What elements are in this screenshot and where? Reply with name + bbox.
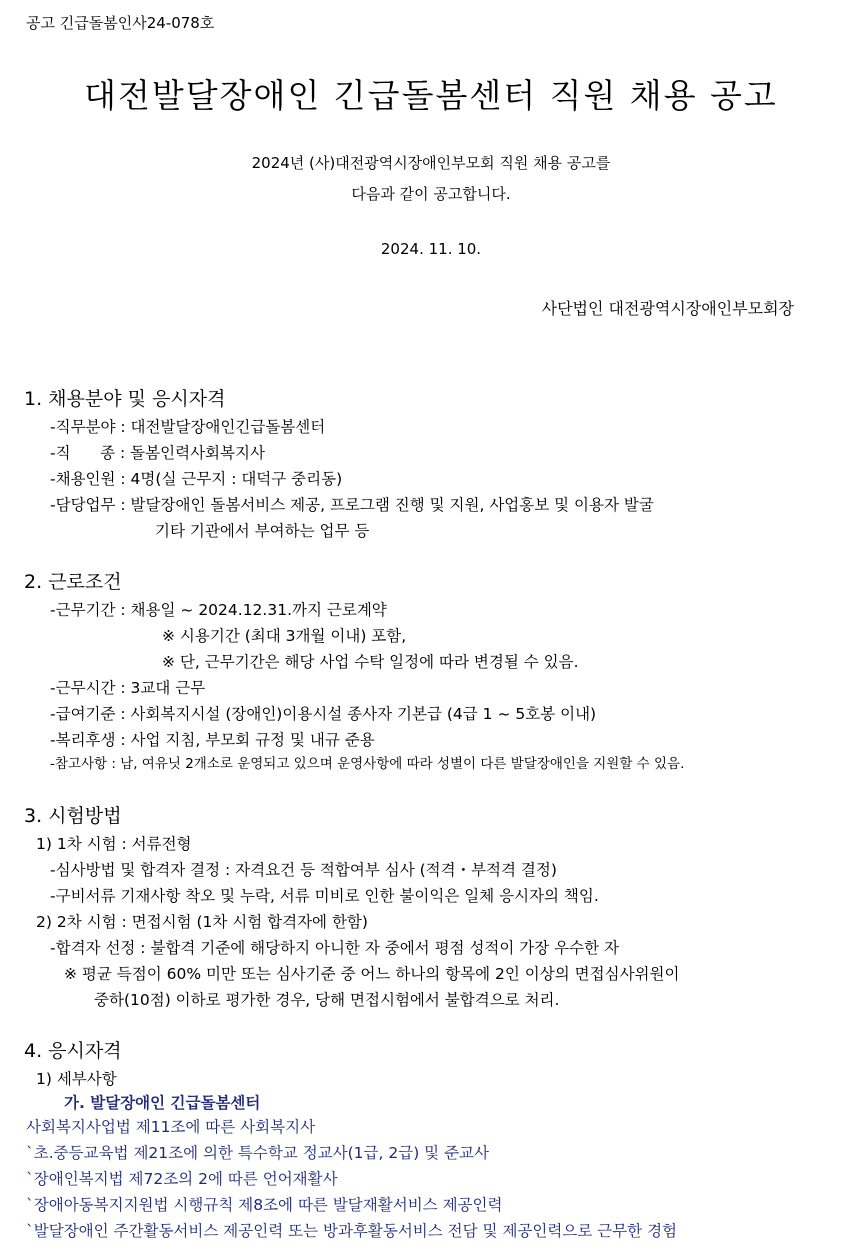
s4-qualification-5: `발달장애인 주간활동서비스 제공인력 또는 방과후활동서비스 전담 및 제공인력으로 근무한 경험	[26, 1222, 678, 1240]
s3-review-method: -심사방법 및 합격자 결정 : 자격요건 등 적합여부 심사 (적격・부적격 결정)	[50, 861, 557, 879]
intro-line-2: 다음과 같이 공고합니다.	[351, 185, 511, 203]
page-title: 대전발달장애인 긴급돌봄센터 직원 채용 공고	[84, 76, 778, 115]
s4-qualification-4: `장애아동복지지원법 시행규칙 제8조에 따른 발달재활서비스 제공인력	[26, 1196, 503, 1214]
section-3-heading: 3. 시험방법	[24, 805, 122, 827]
section-2-heading: 2. 근로조건	[24, 571, 122, 593]
s2-salary: -급여기준 : 사회복지시설 (장애인)이용시설 종사자 기본급 (4급 1 ~ 5호봉 이내)	[50, 705, 597, 723]
section-1-heading: 1. 채용분야 및 응시자격	[24, 388, 226, 410]
s4-qualification-3: `장애인복지법 제72조의 2에 따른 언어재활사	[26, 1170, 338, 1188]
s2-contract-period: -근무기간 : 채용일 ~ 2024.12.31.까지 근로계약	[50, 601, 387, 619]
s1-headcount: -채용인원 : 4명(실 근무지 : 대덕구 중리동)	[50, 470, 343, 488]
s3-first-exam: 1) 1차 시험 : 서류전형	[36, 835, 192, 853]
s1-duties: -담당업무 : 발달장애인 돌봄서비스 제공, 프로그램 진행 및 지원, 사업홍보 및 이용자 발굴	[50, 496, 654, 514]
section-4-heading: 4. 응시자격	[24, 1040, 122, 1062]
intro-line-1: 2024년 (사)대전광역시장애인부모회 직원 채용 공고를	[251, 154, 611, 172]
s1-duties-cont: 기타 기관에서 부여하는 업무 등	[155, 522, 370, 540]
s2-welfare: -복리후생 : 사업 지침, 부모회 규정 및 내규 준용	[50, 731, 375, 749]
s3-selection: -합격자 선정 : 불합격 기준에 해당하지 아니한 자 중에서 평점 성적이 가장 우수한 자	[50, 939, 619, 957]
s3-second-exam: 2) 2차 시험 : 면접시험 (1차 시험 합격자에 한함)	[36, 913, 368, 931]
signature: 사단법인 대전광역시장애인부모회장	[541, 299, 794, 318]
s2-work-hours: -근무시간 : 3교대 근무	[50, 679, 206, 697]
s2-probation-note: ※ 시용기간 (최대 3개월 이내) 포함,	[162, 627, 407, 645]
s2-change-note: ※ 단, 근무기간은 해당 사업 수탁 일정에 따라 변경될 수 있음.	[162, 653, 579, 671]
s2-reference-note: -참고사항 : 남, 여유닛 2개소로 운영되고 있으며 운영사항에 따라 성별이 다른 발달장애인을 지원할 수 있음.	[50, 756, 685, 772]
s4-details: 1) 세부사항	[36, 1070, 117, 1088]
announcement-date: 2024. 11. 10.	[380, 240, 482, 258]
s3-fail-criteria: ※ 평균 득점이 60% 미만 또는 심사기준 중 어느 하나의 항목에 2인 이상의 면접심사위원이	[64, 965, 680, 983]
s3-fail-criteria-cont: 중하(10점) 이하로 평가한 경우, 당해 면접시험에서 불합격으로 처리.	[94, 991, 560, 1009]
s4-qualification-1: 사회복지사업법 제11조에 따른 사회복지사	[26, 1118, 316, 1136]
s1-job-field: -직무분야 : 대전발달장애인긴급돌봄센터	[50, 418, 326, 436]
s1-job-type: -직 종 : 돌봄인력사회복지사	[50, 444, 265, 462]
s3-document-responsibility: -구비서류 기재사항 착오 및 누락, 서류 미비로 인한 불이익은 일체 응시자의 책임.	[50, 887, 599, 905]
notice-number: 공고 긴급돌봄인사24-078호	[26, 14, 215, 32]
s4-subheading: 가. 발달장애인 긴급돌봄센터	[64, 1094, 261, 1112]
s4-qualification-2: `초.중등교육법 제21조에 의한 특수학교 정교사(1급, 2급) 및 준교사	[26, 1144, 489, 1162]
